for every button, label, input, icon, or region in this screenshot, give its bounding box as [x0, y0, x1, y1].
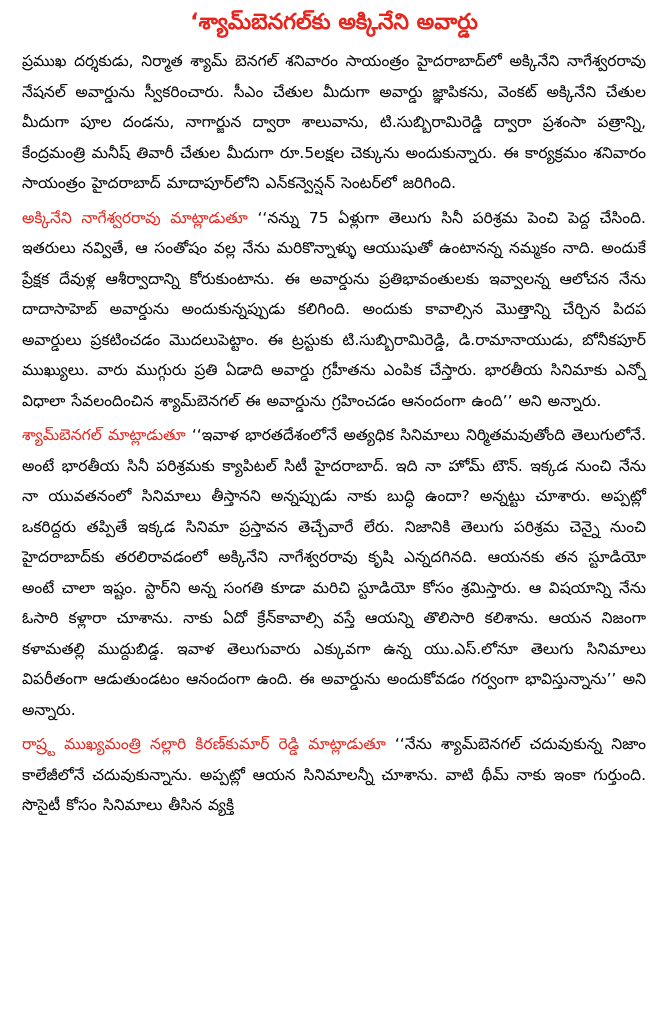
paragraph-speaker: శ్యామ్‌బెనగల్ మాట్లాడుతూ: [22, 426, 186, 444]
paragraph-text: ‘‘ఇవాళ భారతదేశంలోనే అత్యధిక సినిమాలు నిర్మితమవుతోంది తెలుగులోనే. అంటే భారతీయ సినీ పరిశ్రమకు క్యాపిటల్ సిటీ హైదరాబాద్. ఇది నా హోమ్ టౌన్. ఇక్కడ నుంచి నేను నా యువతనంలో సినిమాలు తీస్తానని అన్నప్పుడు నాకు బుద్ధి ఉందా? అన్నట్టు చూశారు. అప్పట్లో ఒకరిద్దరు తప్పితే ఇక్కడ సినిమా ప్రస్తావన తెచ్చేవారే లేరు. నిజానికి తెలుగు పరిశ్రమ చెన్నై నుంచి హైదరాబాద్‌కు తరలిరావడంలో అక్కినేని నాగేశ్వరరావు కృషి ఎన్నదగినది. ఆయనకు తన స్టూడియో అంటే చాలా ఇష్టం. స్టార్‌ని అన్న సంగతి కూడా మరిచి స్టూడియో కోసం శ్రమిస్తారు. ఆ విషయాన్ని నేను ఓసారి కళ్లారా చూశాను. నాకు ఏదో క్రేన్‌కావాల్సి వస్తే ఆయన్ని తొలిసారి కలిశాను. ఆయన నిజంగా కళామతల్లి ముద్దుబిడ్డ. ఇవాళ తెలుగువారు ఎక్కువగా ఉన్న యు.ఎస్.లోనూ తెలుగు సినిమాలు విపరీతంగా ఆడుతుండటం ఆనందంగా ఉంది. ఈ అవార్డును అందుకోవడం గర్వంగా భావిస్తున్నాను’’ అని అన్నారు.: [22, 426, 646, 719]
article-paragraph-anr-quote: [22, 203, 646, 417]
article-paragraph-intro: [22, 46, 646, 199]
article-title: ‘శ్యామ్‌బెనగల్‌కు అక్కినేని అవార్డు: [190, 10, 478, 35]
paragraph-text: ‘‘నేను శ్యామ్‌బెనగల్ చదువుకున్న నిజాం కాలేజీలోనే చదువుకున్నాను. అప్పట్లో ఆయన సినిమాలన్నీ చూశాను. వాటి థీమ్ నాకు ఇంకా గుర్తుంది. సొసైటీ కోసం సినిమాలు తీసిన వ్యక్తి: [22, 735, 646, 814]
paragraph-text: ప్రముఖ దర్శకుడు, నిర్మాత శ్యామ్ బెనగల్ శనివారం సాయంత్రం హైదరాబాద్‌లో అక్కినేని నాగేశ్వరరావు నేషనల్ అవార్డును స్వీకరించారు. సీఎం చేతుల మీదుగా అవార్డు జ్ఞాపికను, వెంకట్ అక్కినేని చేతుల మీదుగా పూల దండను, నాగార్జున ద్వారా శాలువాను, టి.సుబ్బిరామిరెడ్డి ద్వారా ప్రశంసా పత్రాన్ని, కేంద్రమంత్రి మనీష్ తివారీ చేతుల మీదుగా రూ.5లక్షల చెక్కును అందుకున్నారు. ఈ కార్యక్రమం శనివారం సాయంత్రం హైదరాబాద్ మాదాపూర్‌లోని ఎన్‌కన్వెన్షన్ సెంటర్‌లో జరిగింది.: [22, 52, 646, 192]
paragraph-speaker: రాష్ర్ట ముఖ్యమంత్రి నల్లారి కిరణ్‌కుమార్ రెడ్డి మాట్లాడుతూ: [22, 735, 386, 753]
article-paragraph-cm-quote: [22, 729, 646, 821]
paragraph-speaker: అక్కినేని నాగేశ్వరరావు మాట్లాడుతూ: [22, 208, 248, 227]
article-paragraph-benegal-quote: [22, 420, 646, 725]
paragraph-text: ‘‘నన్ను 75 ఏళ్లుగా తెలుగు సినీ పరిశ్రమ పెంచి పెద్ద చేసింది. ఇతరులు నవ్వితే, ఆ సంతోషం వల్ల నేను మరికొన్నాళ్ళు ఆయుషుతో ఉంటానన్న నమ్మకం నాది. అందుకే ప్రేక్షక దేవుళ్ల ఆశీర్వాదాన్ని కోరుకుంటాను. ఈ అవార్డును ప్రతిభావంతులకు ఇవ్వాలన్న ఆలోచన నేను దాదాసాహెబ్ అవార్డును అందుకున్నప్పుడు కలిగింది. అందుకు కావాల్సిన మొత్తాన్ని చేర్చిన పిదప అవార్డులు ప్రకటించడం మొదలుపెట్టాం. ఈ ట్రస్టుకు టి.సుబ్బిరామిరెడ్డి, డి.రామానాయుడు, బోనీకపూర్ ముఖ్యులు. వారు ముగ్గురు ప్రతి ఏడాది అవార్డు గ్రహీతను ఎంపిక చేస్తారు. భారతీయ సినిమాకు ఎన్నో విధాలా సేవలందించిన శ్యామ్‌బెనగల్ ఈ అవార్డును గ్రహించడం ఆనందంగా ఉంది’’ అని అన్నారు.: [22, 208, 646, 410]
